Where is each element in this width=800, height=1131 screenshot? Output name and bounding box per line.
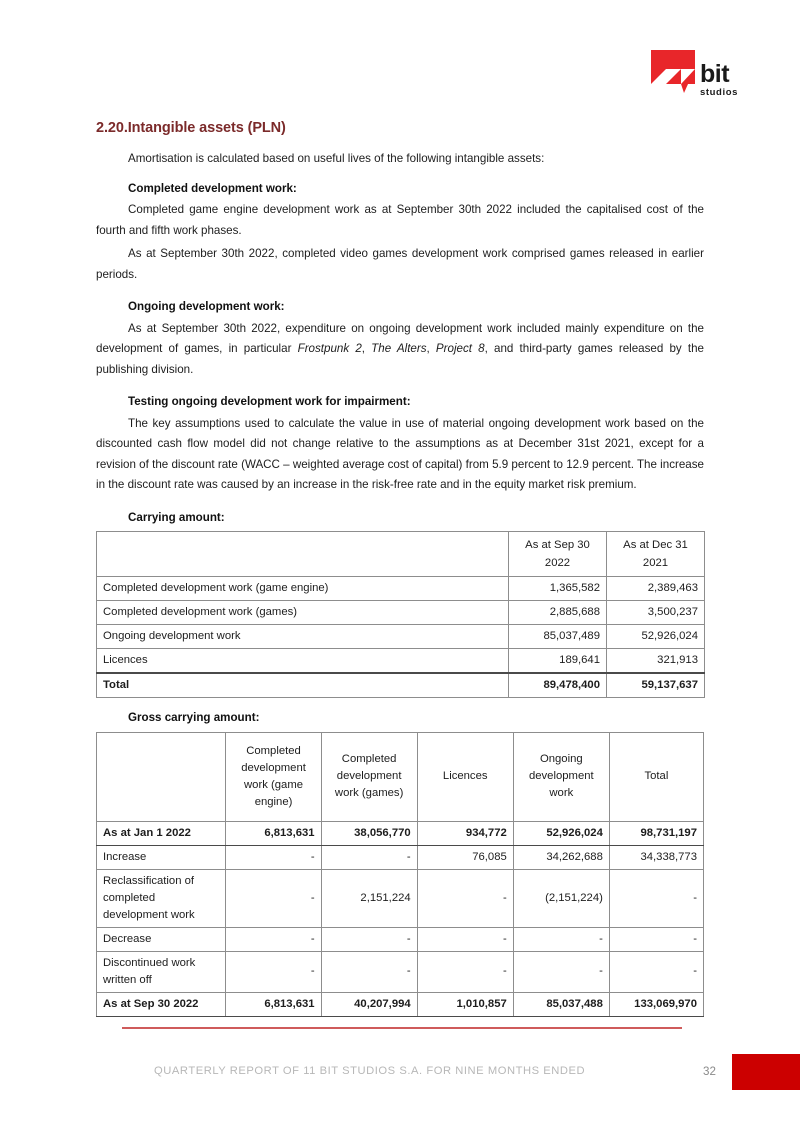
table-carrying-amount	[96, 531, 705, 698]
table-row-closing-balance	[97, 992, 704, 1016]
cell-value: 2,151,224	[321, 869, 417, 927]
row-label-line-2: completed	[103, 891, 156, 904]
cell-value: -	[226, 927, 321, 951]
intro-paragraph: Amortisation is calculated based on useful lives of the following intangible assets:	[128, 152, 545, 165]
th-line-2: development	[528, 770, 594, 782]
company-logo	[650, 48, 742, 106]
cell-value: 6,813,631	[226, 821, 321, 845]
th-line-1: As at Dec 31	[623, 539, 688, 551]
th-line-2: development	[336, 770, 402, 782]
th-completed-development-work-game-engine	[226, 732, 321, 821]
cell-value: 34,338,773	[609, 845, 703, 869]
th-line-1: Completed	[246, 744, 301, 757]
th-line-1: Completed	[341, 753, 397, 765]
cell-value: 34,262,688	[513, 845, 609, 869]
cell-value: -	[321, 951, 417, 992]
th-line-2: 2021	[642, 557, 669, 569]
table-header-row	[97, 732, 704, 821]
cell-value: -	[226, 951, 321, 992]
game-title-project-8: Project 8	[435, 342, 485, 355]
footer-divider	[122, 1027, 682, 1029]
row-label: Licences	[97, 649, 509, 674]
completed-paragraph-2: As at September 30th 2022, completed video games development work comprised games released in earlier periods.	[96, 247, 704, 281]
subheading-ongoing-development-work: Ongoing development work:	[128, 300, 285, 313]
th-blank	[97, 532, 509, 577]
logo-subword: studios	[700, 87, 738, 98]
cell-value: (2,151,224)	[513, 869, 609, 927]
page-footer	[96, 1062, 800, 1088]
th-line-3: work (games)	[334, 787, 404, 799]
cell-value: 40,207,994	[321, 992, 417, 1016]
page-title: 2.20.Intangible assets (PLN)	[96, 120, 286, 136]
cell-value: -	[609, 951, 703, 992]
cell-value: 1,010,857	[417, 992, 513, 1016]
logo-svg	[650, 48, 742, 106]
th-line-1: Total	[644, 770, 669, 782]
table-row	[97, 951, 704, 992]
cell-value-total: 89,478,400	[509, 673, 607, 698]
cell-value: 52,926,024	[607, 625, 705, 649]
cell-value: -	[321, 927, 417, 951]
th-ongoing-development-work	[513, 732, 609, 821]
cell-value: 2,885,688	[509, 601, 607, 625]
logo-tail	[681, 84, 688, 93]
ongoing-sep-1: ,	[361, 342, 372, 355]
cell-value: 52,926,024	[513, 821, 609, 845]
cell-value: -	[513, 951, 609, 992]
th-line-1: Licences	[442, 770, 488, 782]
cell-value: 1,365,582	[509, 577, 607, 601]
table-row	[97, 649, 705, 674]
cell-value: 38,056,770	[321, 821, 417, 845]
cell-value: 6,813,631	[226, 992, 321, 1016]
cell-value: -	[417, 951, 513, 992]
cell-value: -	[321, 845, 417, 869]
row-label: Completed development work (game engine)	[97, 577, 509, 601]
cell-value: 98,731,197	[609, 821, 703, 845]
row-label	[97, 951, 226, 992]
cell-value: -	[226, 845, 321, 869]
cell-value: -	[226, 869, 321, 927]
table-row	[97, 927, 704, 951]
row-label: Completed development work (games)	[97, 601, 509, 625]
cell-value: 133,069,970	[609, 992, 703, 1016]
row-label-line-2: written off	[103, 973, 152, 986]
cell-value: 3,500,237	[607, 601, 705, 625]
cell-value-total: 59,137,637	[607, 673, 705, 698]
row-label: Decrease	[97, 927, 226, 951]
cell-value: 85,037,489	[509, 625, 607, 649]
cell-value: 934,772	[417, 821, 513, 845]
game-title-frostpunk-2: Frostpunk 2	[297, 342, 362, 355]
th-line-3: work (game	[244, 778, 304, 791]
th-as-at-sep-30-2022	[509, 532, 607, 577]
th-blank	[97, 732, 226, 821]
cell-value: -	[417, 927, 513, 951]
cell-value: -	[609, 869, 703, 927]
ongoing-text-b: , and third-party games released by the publishing division.	[96, 342, 704, 376]
row-label: Increase	[97, 845, 226, 869]
cell-value: -	[417, 869, 513, 927]
subheading-impairment-testing: Testing ongoing development work for impairment:	[128, 395, 411, 408]
table-row-total	[97, 673, 705, 698]
subheading-completed-development-work: Completed development work:	[128, 181, 297, 195]
table-gross-carrying-amount	[96, 732, 704, 1017]
ongoing-text-a: As at September 30th 2022, expenditure on ongoing development work included mainly expenditure on the development of games, in particular	[96, 321, 704, 355]
row-label: Ongoing development work	[97, 625, 509, 649]
cell-value: 76,085	[417, 845, 513, 869]
th-line-3: work	[549, 787, 574, 799]
cell-value: -	[609, 927, 703, 951]
completed-paragraph-1: Completed game engine development work as at September 30th 2022 included the capitalised cost of the fourth and fifth work phases.	[96, 203, 704, 237]
ongoing-sep-2: ,	[426, 342, 436, 355]
row-label-line-3: development work	[103, 908, 195, 921]
th-completed-development-work-games	[321, 732, 417, 821]
row-label: As at Sep 30 2022	[97, 992, 226, 1016]
th-line-1: As at Sep 30	[525, 539, 590, 551]
th-line-1: Ongoing	[539, 753, 583, 765]
th-line-4: engine)	[254, 795, 293, 808]
cell-value: -	[513, 927, 609, 951]
caption-gross-carrying-amount: Gross carrying amount:	[128, 711, 260, 724]
table-row	[97, 577, 705, 601]
logo-wordmark: bit	[700, 60, 730, 88]
caption-carrying-amount: Carrying amount:	[128, 510, 225, 524]
cell-value: 189,641	[509, 649, 607, 674]
game-title-the-alters: The Alters	[371, 342, 427, 355]
row-label: As at Jan 1 2022	[97, 821, 226, 845]
th-total	[609, 732, 703, 821]
impairment-paragraph: The key assumptions used to calculate the value in use of material ongoing development work based on the discounted cash flow model did not change relative to the assumptions as at December 31st 2021, except for a revision of the discount rate (WACC – weighted average cost of capital) from 5.9 percent to 12.9 percent. The increase in the discount rate was caused by an increase in the risk-free rate and in the equity market risk premium.	[96, 416, 704, 491]
th-line-2: 2022	[544, 557, 571, 569]
footer-red-block	[732, 1054, 800, 1090]
cell-value: 2,389,463	[607, 577, 705, 601]
cell-value: 85,037,488	[513, 992, 609, 1016]
row-label	[97, 869, 226, 927]
table-header-row	[97, 532, 705, 577]
footer-report-title: QUARTERLY REPORT OF 11 BIT STUDIOS S.A. FOR NINE MONTHS ENDED	[154, 1065, 586, 1077]
row-label-line-1: Discontinued work	[103, 956, 196, 969]
th-line-2: development	[241, 761, 306, 774]
table-row	[97, 869, 704, 927]
th-as-at-dec-31-2021	[607, 532, 705, 577]
document-body	[96, 120, 704, 1017]
cell-value: 321,913	[607, 649, 705, 674]
ongoing-paragraph-1	[96, 319, 704, 381]
table-row	[97, 601, 705, 625]
table-row	[97, 845, 704, 869]
row-label-line-1: Reclassification of	[103, 874, 195, 887]
table-row	[97, 625, 705, 649]
row-label-total: Total	[97, 673, 509, 698]
page-number: 32	[703, 1065, 716, 1078]
table-row-opening-balance	[97, 821, 704, 845]
th-licences	[417, 732, 513, 821]
